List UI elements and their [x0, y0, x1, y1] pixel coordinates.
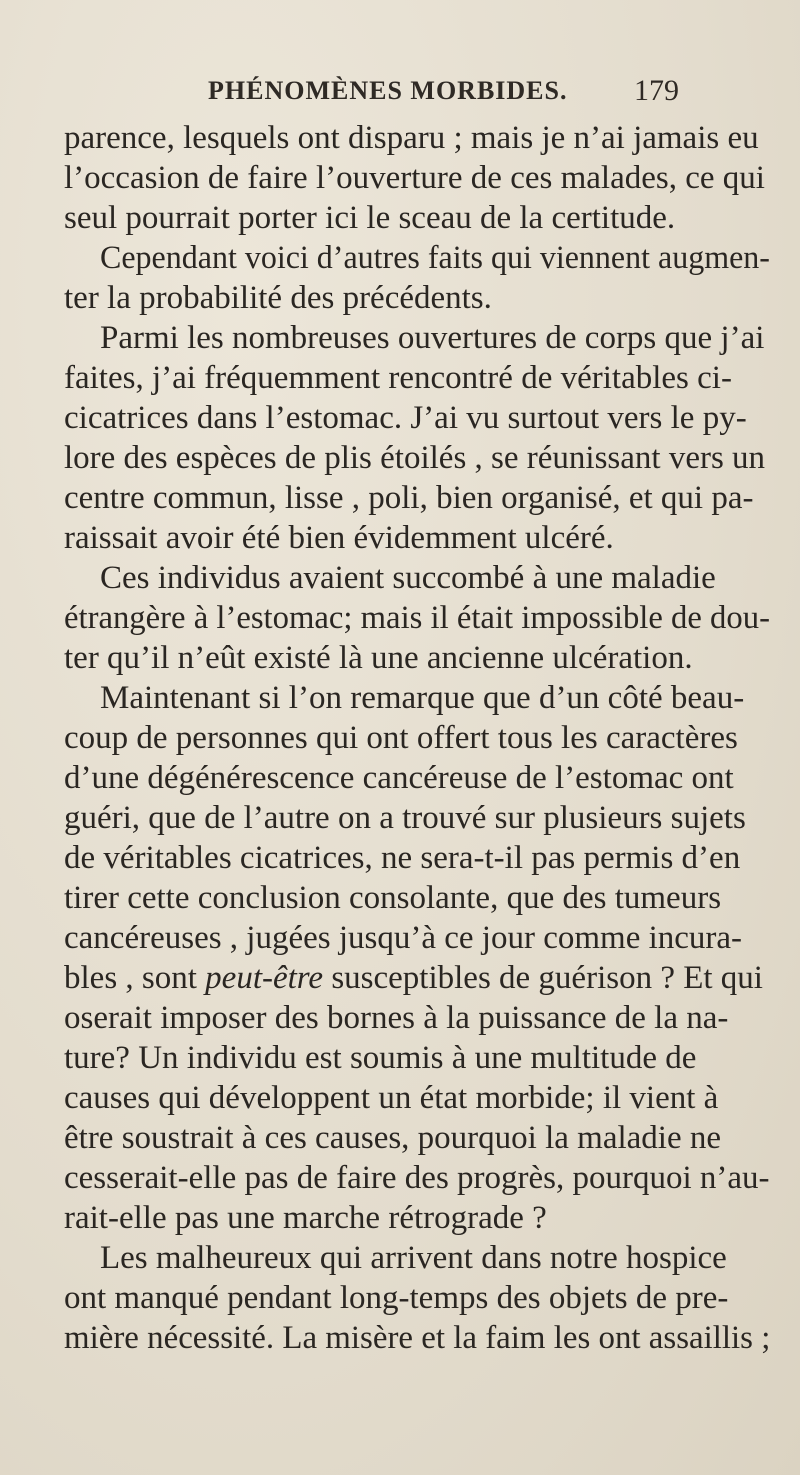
- text-line: Les malheureux qui arrivent dans notre hospice: [100, 1240, 727, 1276]
- text-line: cancéreuses , jugées jusqu’à ce jour comme incura-: [64, 920, 743, 956]
- italic-text: peut-être: [205, 960, 324, 996]
- text-line: causes qui développent un état morbide; il vient à: [64, 1080, 719, 1116]
- text-line: d’une dégénérescence cancéreuse de l’estomac ont: [64, 760, 734, 796]
- text-line: [64, 958, 763, 998]
- text-line: lore des espèces de plis étoilés , se réunissant vers un: [64, 440, 766, 476]
- text-line: mière nécessité. La misère et la faim les ont assaillis ;: [64, 1320, 771, 1356]
- text-line: Parmi les nombreuses ouvertures de corps que j’ai: [100, 320, 765, 356]
- running-title: PHÉNOMÈNES MORBIDES.: [208, 76, 568, 105]
- text-line: Cependant voici d’autres faits qui viennent augmen-: [100, 240, 770, 276]
- text-line: être soustrait à ces causes, pourquoi la maladie ne: [64, 1120, 722, 1156]
- text-line: ont manqué pendant long-temps des objets de pre-: [64, 1280, 729, 1316]
- text-segment: bles , sont: [64, 960, 197, 996]
- text-line: ter qu’il n’eût existé là une ancienne ulcération.: [64, 640, 693, 676]
- text-line: coup de personnes qui ont offert tous les caractères: [64, 720, 738, 756]
- text-line: tirer cette conclusion consolante, que des tumeurs: [64, 880, 722, 916]
- text-line: cicatrices dans l’estomac. J’ai vu surtout vers le py-: [64, 400, 747, 436]
- text-line: guéri, que de l’autre on a trouvé sur plusieurs sujets: [64, 800, 746, 836]
- text-line: faites, j’ai fréquemment rencontré de véritables ci-: [64, 360, 732, 396]
- text-line: l’occasion de faire l’ouverture de ces malades, ce qui: [64, 160, 765, 196]
- text-line: Maintenant si l’on remarque que d’un côté beau-: [100, 680, 745, 716]
- text-line: seul pourrait porter ici le sceau de la certitude.: [64, 200, 676, 236]
- text-line: ter la probabilité des précédents.: [64, 280, 492, 316]
- text-line: rait-elle pas une marche rétrograde ?: [64, 1200, 547, 1236]
- page-header: [0, 76, 800, 116]
- text-line: cesserait-elle pas de faire des progrès, pourquoi n’au-: [64, 1160, 770, 1196]
- text-segment: susceptibles de guérison ? Et qui: [331, 960, 763, 996]
- text-line: oserait imposer des bornes à la puissance de la na-: [64, 1000, 729, 1036]
- text-line: parence, lesquels ont disparu ; mais je n’ai jamais eu: [64, 120, 759, 156]
- text-line: raissait avoir été bien évidemment ulcéré.: [64, 520, 614, 556]
- text-line: ture? Un individu est soumis à une multitude de: [64, 1040, 697, 1076]
- text-line: de véritables cicatrices, ne sera-t-il pas permis d’en: [64, 840, 741, 876]
- text-line: étrangère à l’estomac; mais il était impossible de dou-: [64, 600, 770, 636]
- text-line: centre commun, lisse , poli, bien organisé, et qui pa-: [64, 480, 754, 516]
- text-line: Ces individus avaient succombé à une maladie: [100, 560, 716, 596]
- page-number: 179: [634, 74, 679, 107]
